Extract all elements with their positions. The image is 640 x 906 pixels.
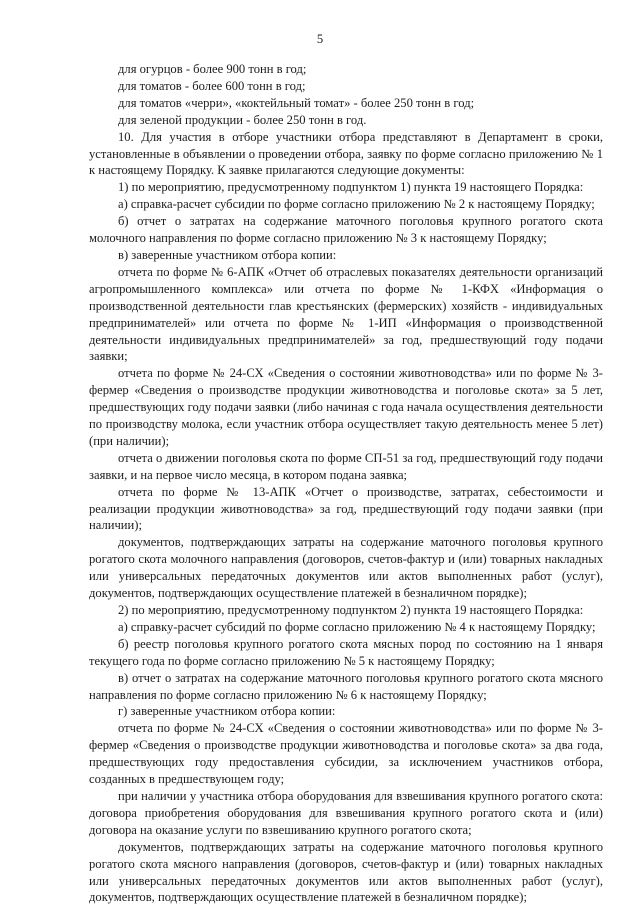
paragraph: в) отчет о затратах на содержание маточного поголовья крупного рогатого скота мясного направления по форме согласно приложению № 6 к настоящему Порядку;: [89, 670, 603, 702]
paragraph: г) заверенные участником отбора копии:: [118, 704, 336, 719]
paragraph: отчета по форме № 24-СХ «Сведения о состоянии животноводства» или по форме № 3-фермер «Сведения о производстве продукции животноводства и поголовье скота» за два года, предшествующих году предоставления субсидии, за исключением участников отбора, созданных в предшествующем году;: [89, 721, 603, 787]
paragraph: а) справку-расчет субсидий по форме согласно приложению № 4 к настоящему Порядку;: [118, 619, 596, 634]
list-item: для томатов - более 600 тонн в год;: [118, 78, 306, 93]
list-item: для томатов «черри», «коктейльный томат» - более 250 тонн в год;: [118, 95, 475, 110]
page-number: 5: [316, 32, 324, 46]
paragraph: а) справка-расчет субсидии по форме согласно приложению № 2 к настоящему Порядку;: [118, 197, 595, 212]
paragraph: отчета по форме № 13-АПК «Отчет о производстве, затратах, себестоимости и реализации продукции животноводства» за год, предшествующий году подачи заявки (при наличии);: [89, 484, 603, 533]
paragraph: документов, подтверждающих затраты на содержание маточного поголовья крупного рогатого скота молочного направления (договоров, счетов-фактур и (или) товарных накладных или универсальных передаточных документов или актов выполненных работ (услуг), документов, подтверждающих осуществление платежей в безналичном порядке);: [89, 535, 603, 601]
list-item: для зеленой продукции - более 250 тонн в год.: [118, 112, 367, 127]
paragraph: б) отчет о затратах на содержание маточного поголовья крупного рогатого скота молочного направления по форме согласно приложению № 3 к настоящему Порядку;: [89, 214, 603, 246]
paragraph: отчета о движении поголовья скота по форме СП-51 за год, предшествующий году подачи заявки, и на первое число месяца, в котором подана заявка;: [89, 450, 603, 482]
paragraph-item-10: 10. Для участия в отборе участники отбора представляют в Департамент в сроки, установленные в объявлении о проведении отбора, заявку по форме согласно приложению № 1 к настоящему Порядку. К заявке прилагаются следующие документы:: [89, 129, 603, 178]
paragraph: отчета по форме № 24-СХ «Сведения о состоянии животноводства» или по форме № 3-фермер «Сведения о производстве продукции животноводства и поголовье скота» за 5 лет, предшествующих году подачи заявки (либо начиная с года начала осуществления деятельности по производству молока, если участник отбора осуществляет такую деятельность менее 5 лет) (при наличии);: [89, 366, 603, 448]
paragraph: при наличии у участника отбора оборудования для взвешивания крупного рогатого скота: договора приобретения оборудования для взвешивания крупного рогатого скота и (или) договора на оказание услуги по взвешиванию крупного рогатого скота;: [89, 788, 603, 837]
paragraph: б) реестр поголовья крупного рогатого скота мясных пород по состоянию на 1 января текущего года по форме согласно приложению № 5 к настоящему Порядку;: [89, 636, 603, 668]
paragraph: документов, подтверждающих затраты на содержание маточного поголовья крупного рогатого скота мясного направления (договоров, счетов-фактур и (или) товарных накладных или универсальных передаточных документов или актов выполненных работ (услуг), документов, подтверждающих осуществление платежей в безналичном порядке);: [89, 839, 603, 905]
subsection-1-heading: 1) по мероприятию, предусмотренному подпунктом 1) пункта 19 настоящего Порядка:: [118, 180, 584, 195]
paragraph: в) заверенные участником отбора копии:: [118, 247, 337, 262]
subsection-2-heading: 2) по мероприятию, предусмотренному подпунктом 2) пункта 19 настоящего Порядка:: [118, 603, 584, 617]
list-item: для огурцов - более 900 тонн в год;: [118, 62, 307, 76]
document-body: [89, 61, 603, 906]
paragraph: отчета по форме № 6-АПК «Отчет об отраслевых показателях деятельности организаций агропромышленного комплекса» или отчета по форме № 1-КФХ «Информация о производственной деятельности глав крестьянских (фермерских) хозяйств - индивидуальных предпринимателей» или отчета по форме № 1-ИП «Информация о производственной деятельности индивидуальных предпринимателей» за год, предшествующий году подачи заявки;: [89, 264, 603, 364]
